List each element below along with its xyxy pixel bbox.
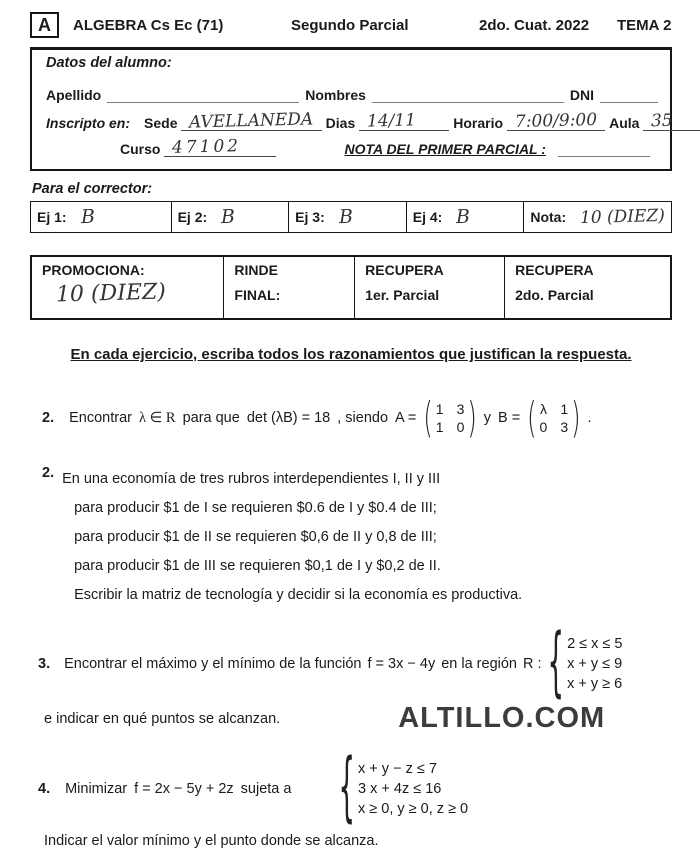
exam-header (30, 12, 672, 38)
region-label: R : (522, 656, 542, 672)
exercise-1-text2: para que (182, 410, 240, 426)
ej3-grade-handwritten: B (338, 205, 353, 228)
ej3-cell (289, 202, 407, 232)
curso-field (164, 136, 276, 158)
matrix-b-cell: 3 (560, 419, 569, 435)
constraint: x + y − z ≤ 7 (358, 761, 437, 777)
exercise-4-footer: Indicar el valor mínimo y el punto donde se alcanza. (44, 833, 379, 849)
promociona-handwritten-value: 10 (DIEZ) (55, 279, 167, 308)
exam-instruction: En cada ejercicio, escriba todos los razonamientos que justifican la respuesta. (70, 346, 632, 363)
rinde-label: RINDE (234, 262, 278, 278)
rinde-final-cell (223, 257, 354, 318)
nombres-field (372, 88, 564, 103)
exercise-3-footer-row (44, 702, 672, 735)
recupera2-label: RECUPERA (515, 262, 594, 278)
matrix-a-values (433, 401, 468, 435)
matrix-a-cell: 1 (435, 419, 444, 435)
ej3-label: Ej 3: (295, 209, 325, 225)
horario-label: Horario (453, 115, 504, 131)
constraint: x + y ≤ 9 (567, 656, 623, 672)
corrector-title: Para el corrector: (32, 181, 153, 197)
student-enrollment-row (46, 109, 674, 133)
recupera2-sublabel: 2do. Parcial (515, 287, 594, 303)
student-course-row (46, 136, 658, 158)
dni-label: DNI (569, 87, 595, 103)
lp-constraints (358, 761, 468, 817)
constraint: x ≥ 0, y ≥ 0, z ≥ 0 (358, 801, 469, 817)
horario-field (507, 109, 605, 133)
promociona-label: PROMOCIONA: (42, 262, 145, 278)
dni-field (600, 88, 658, 103)
horario-handwritten-value: 7:00/9:00 (514, 109, 598, 133)
matrix-b-cell: λ (539, 401, 547, 417)
exercise-2-line: Escribir la matriz de tecnología y decidir si la economía es productiva. (74, 587, 523, 603)
ej1-label: Ej 1: (37, 209, 67, 225)
exercise-2-line: para producir $1 de III se requieren $0,1 de I y $0,2 de II. (74, 558, 441, 574)
exercise-2-number: 2. (42, 465, 55, 481)
exercise-3-text2: en la región (441, 656, 517, 672)
student-box-title: Datos del alumno: (46, 55, 172, 71)
nota-grade-handwritten: 10 (DIEZ) (579, 205, 666, 228)
matrix-a-cell: 3 (456, 401, 465, 417)
ej1-grade-handwritten: B (80, 205, 95, 228)
left-brace: { (547, 620, 565, 708)
curso-handwritten-value: 47102 (172, 136, 242, 158)
final-label: FINAL: (234, 287, 281, 303)
course-title: ALGEBRA Cs Ec (71) (73, 16, 224, 34)
matrix-b-left-paren: ( (527, 393, 537, 443)
aula-field (643, 110, 700, 132)
matrix-b-cell: 1 (560, 401, 569, 417)
recupera-1er-cell (354, 257, 504, 318)
region-constraint-system (547, 620, 623, 708)
exercise-1-text: Encontrar (69, 410, 132, 426)
matrix-b-cell: 0 (539, 419, 548, 435)
exercise-2 (42, 465, 672, 610)
apellido-label: Apellido (46, 87, 102, 103)
exercise-2-line: para producir $1 de II se requieren $0,6 de II y 0,8 de III; (74, 529, 437, 545)
ej2-grade-handwritten: B (220, 205, 236, 228)
matrix-a-label: A = (395, 410, 417, 426)
student-name-row (46, 87, 658, 103)
ej1-cell (31, 202, 172, 232)
matrix-a-right-paren: ) (467, 393, 477, 443)
altillo-watermark: ALTILLO.COM (398, 702, 606, 734)
constraint: 2 ≤ x ≤ 5 (567, 636, 623, 652)
conjunction-y: y (483, 410, 491, 426)
recupera-2do-cell (504, 257, 670, 318)
aula-handwritten-value: 35 (651, 110, 674, 132)
exam-title: Segundo Parcial (291, 16, 409, 34)
matrix-a-cell: 0 (456, 419, 465, 435)
region-constraints (567, 636, 622, 692)
nombres-label: Nombres (305, 87, 366, 103)
exercise-2-line: En una economía de tres rubros interdependientes I, II y III (62, 471, 441, 487)
matrix-a-cell: 1 (435, 401, 444, 417)
matrix-b-values (537, 401, 572, 435)
exercise-1 (42, 393, 672, 443)
apellido-field (107, 88, 299, 103)
ej2-cell (172, 202, 290, 232)
left-brace: { (338, 745, 356, 833)
aula-label: Aula (609, 115, 640, 131)
dias-field (359, 110, 449, 132)
exercise-1-text3: , siendo (337, 410, 389, 426)
matrix-b (527, 393, 581, 443)
exercise-3-text: Encontrar el máximo y el mínimo de la función (64, 656, 362, 672)
matrix-a (423, 393, 477, 443)
matrix-a-left-paren: ( (423, 393, 433, 443)
matrix-b-right-paren: ) (571, 393, 581, 443)
exercise-2-lines (62, 465, 522, 610)
exercise-4-text2: sujeta a (240, 781, 292, 797)
exercise-4-text: Minimizar (65, 781, 128, 797)
exercise-4 (38, 745, 672, 833)
student-data-box (30, 47, 672, 171)
exam-version-letter: A (30, 12, 59, 38)
recupera1-label: RECUPERA (365, 262, 444, 278)
exercise-3 (38, 620, 672, 708)
lambda-in-R: λ ∈ R (138, 409, 176, 426)
nota-cell (524, 202, 671, 232)
exercise-2-body (42, 465, 672, 610)
lp-constraint-system (338, 745, 469, 833)
exercise-4-number: 4. (38, 781, 51, 797)
constraint: 3 x + 4z ≤ 16 (358, 781, 442, 797)
exam-term: 2do. Cuat. 2022 (479, 16, 590, 34)
dias-handwritten-value: 14/11 (366, 110, 417, 132)
sede-field (181, 109, 321, 133)
exercise-1-number: 2. (42, 410, 55, 426)
exercise-1-period: . (587, 410, 592, 426)
nota-primer-parcial-label: NOTA DEL PRIMER PARCIAL : (344, 141, 546, 157)
nota-primer-parcial-field (558, 142, 650, 157)
promociona-cell (32, 257, 223, 318)
ej4-grade-handwritten: B (456, 205, 471, 228)
sede-label: Sede (144, 115, 178, 131)
curso-label: Curso (120, 141, 161, 157)
exercise-3-number: 3. (38, 656, 51, 672)
exercise-3-function: f = 3x − 4y (367, 656, 436, 672)
exercise-3-footer: e indicar en qué puntos se alcanzan. (44, 710, 281, 727)
corrector-grade-row (30, 201, 672, 233)
dias-label: Dias (325, 115, 356, 131)
inscripto-label: Inscripto en: (46, 115, 131, 131)
ej4-label: Ej 4: (412, 209, 443, 225)
nota-label: Nota: (530, 209, 567, 225)
ej2-label: Ej 2: (177, 209, 208, 225)
recupera1-sublabel: 1er. Parcial (365, 287, 440, 303)
constraint: x + y ≥ 6 (567, 676, 623, 692)
matrix-b-label: B = (498, 410, 521, 426)
det-expression: det (λB) = 18 (246, 410, 331, 426)
exercise-4-function: f = 2x − 5y + 2z (134, 781, 234, 797)
exam-tema: TEMA 2 (617, 16, 672, 34)
promotion-table (30, 255, 672, 320)
ej4-cell (407, 202, 525, 232)
exercise-2-line: para producir $1 de I se requieren $0.6 de I y $0.4 de III; (74, 500, 437, 516)
sede-handwritten-value: AVELLANEDA (189, 109, 314, 133)
